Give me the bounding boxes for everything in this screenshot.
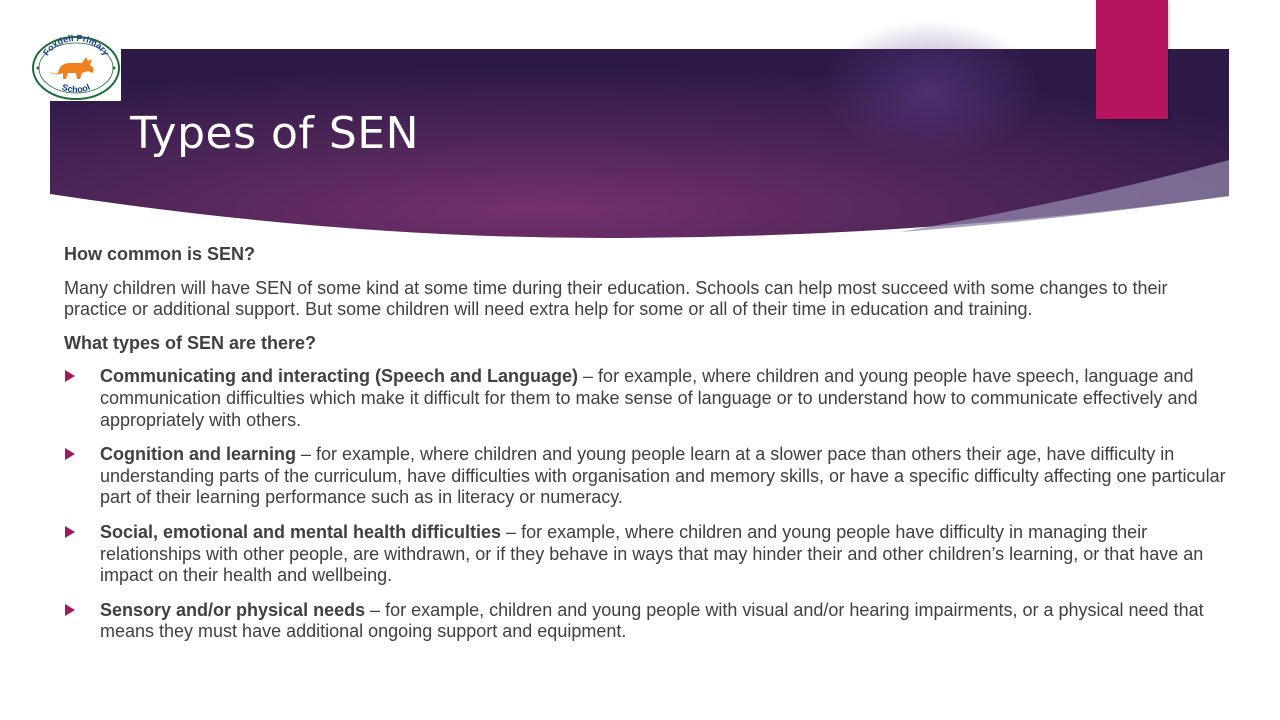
list-item-sensory-physical	[64, 600, 1232, 643]
bullet-term: Social, emotional and mental health difficulties	[100, 521, 502, 542]
intro-paragraph: Many children will have SEN of some kind at some time during their education. Schools can help most succeed with some changes to their practice or additional support. But some children will need extra help for some or all of their time in education and training.	[64, 277, 1168, 320]
school-logo	[30, 33, 121, 101]
bullet-text: – for example, where children and young people have difficulty in managing their relationships with other people, are withdrawn, or if they behave in ways that may hinder their and other children’s learning, or that have an impact on their health and wellbeing.	[100, 521, 1204, 586]
bullet-text: – for example, where children and young people learn at a slower pace than others their age, have difficulty in understanding parts of the curriculum, have difficulties with organisation and memory skills, or have a specific difficulty affecting one particular part of their learning performance such as in literacy or numeracy.	[100, 444, 1226, 508]
section-heading-sen-types: What types of SEN are there?	[64, 332, 317, 353]
sen-types-list	[64, 366, 1232, 643]
accent-bar	[1096, 0, 1168, 119]
bullet-term: Cognition and learning	[100, 444, 296, 465]
bullet-arrow-icon	[65, 370, 75, 382]
bullet-arrow-icon	[65, 604, 75, 616]
bullet-term: Sensory and/or physical needs	[100, 599, 366, 620]
section-heading-sen-frequency: How common is SEN?	[64, 244, 256, 264]
bullet-text: – for example, where children and young people have speech, language and communication difficulties which make it difficult for them to make sense of language or to understand how to communicate effectively and appropriately with others.	[100, 366, 1198, 430]
slide-title: Types of SEN	[130, 108, 420, 159]
bullet-arrow-icon	[65, 526, 75, 538]
logo-text-bottom: School	[60, 81, 92, 95]
list-item-communicating	[64, 366, 1232, 431]
list-item-cognition	[64, 444, 1232, 509]
bullet-text: – for example, children and young people with visual and/or hearing impairments, or a physical need that means they must have additional ongoing support and equipment.	[100, 599, 1204, 642]
list-item-social-emotional	[64, 522, 1232, 587]
bullet-term: Communicating and interacting (Speech and Language)	[100, 366, 579, 387]
logo-text-top: Foxdell Primary	[40, 33, 112, 58]
bullet-arrow-icon	[65, 448, 75, 460]
slide-body	[64, 244, 1232, 656]
